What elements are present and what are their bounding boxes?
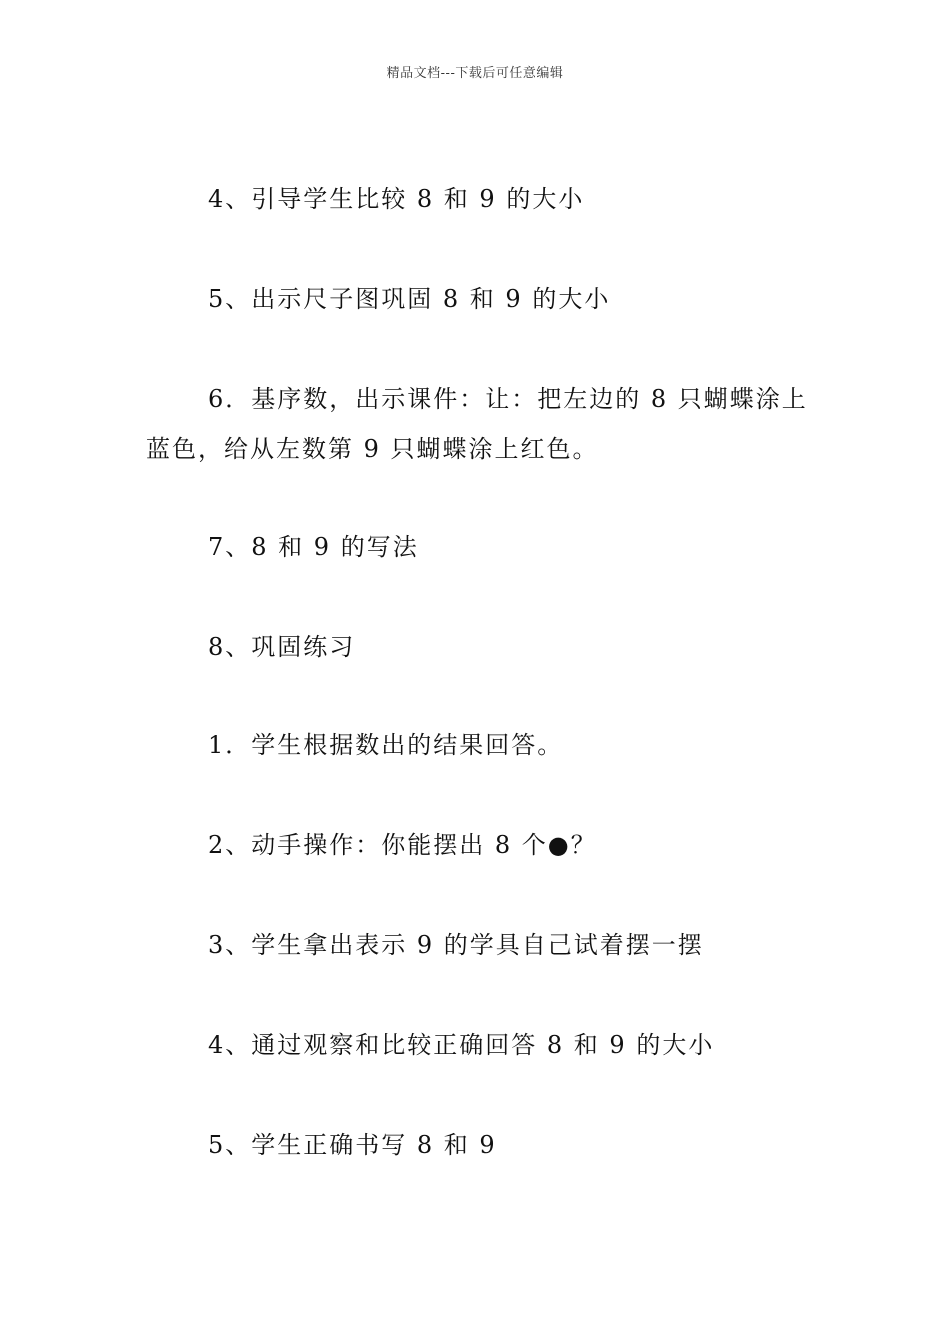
paragraph-writing-method: 7、8 和 9 的写法 [208, 533, 419, 561]
paragraph-consolidation-practice: 8、巩固练习 [208, 633, 356, 661]
paragraph-ruler-diagram: 5、出示尺子图巩固 8 和 9 的大小 [208, 285, 611, 313]
paragraph-students-answer: 1．学生根据数出的结果回答。 [208, 731, 564, 759]
paragraph-observe-compare: 4、通过观察和比较正确回答 8 和 9 的大小 [208, 1031, 715, 1059]
page-header: 精品文档---下载后可任意编辑 [386, 66, 564, 81]
paragraph-learning-tools: 3、学生拿出表示 9 的学具自己试着摆一摆 [208, 931, 704, 959]
paragraph-hands-on: 2、动手操作：你能摆出 8 个●？ [208, 831, 597, 859]
paragraph-correct-writing: 5、学生正确书写 8 和 9 [208, 1131, 497, 1159]
paragraph-ordinal-numbers: 6．基序数，出示课件：让：把左边的 8 只蝴蝶涂上蓝色，给从左数第 9 只蝴蝶涂上红色。 [146, 385, 808, 463]
paragraph-compare-8-9: 4、引导学生比较 8 和 9 的大小 [208, 185, 585, 213]
